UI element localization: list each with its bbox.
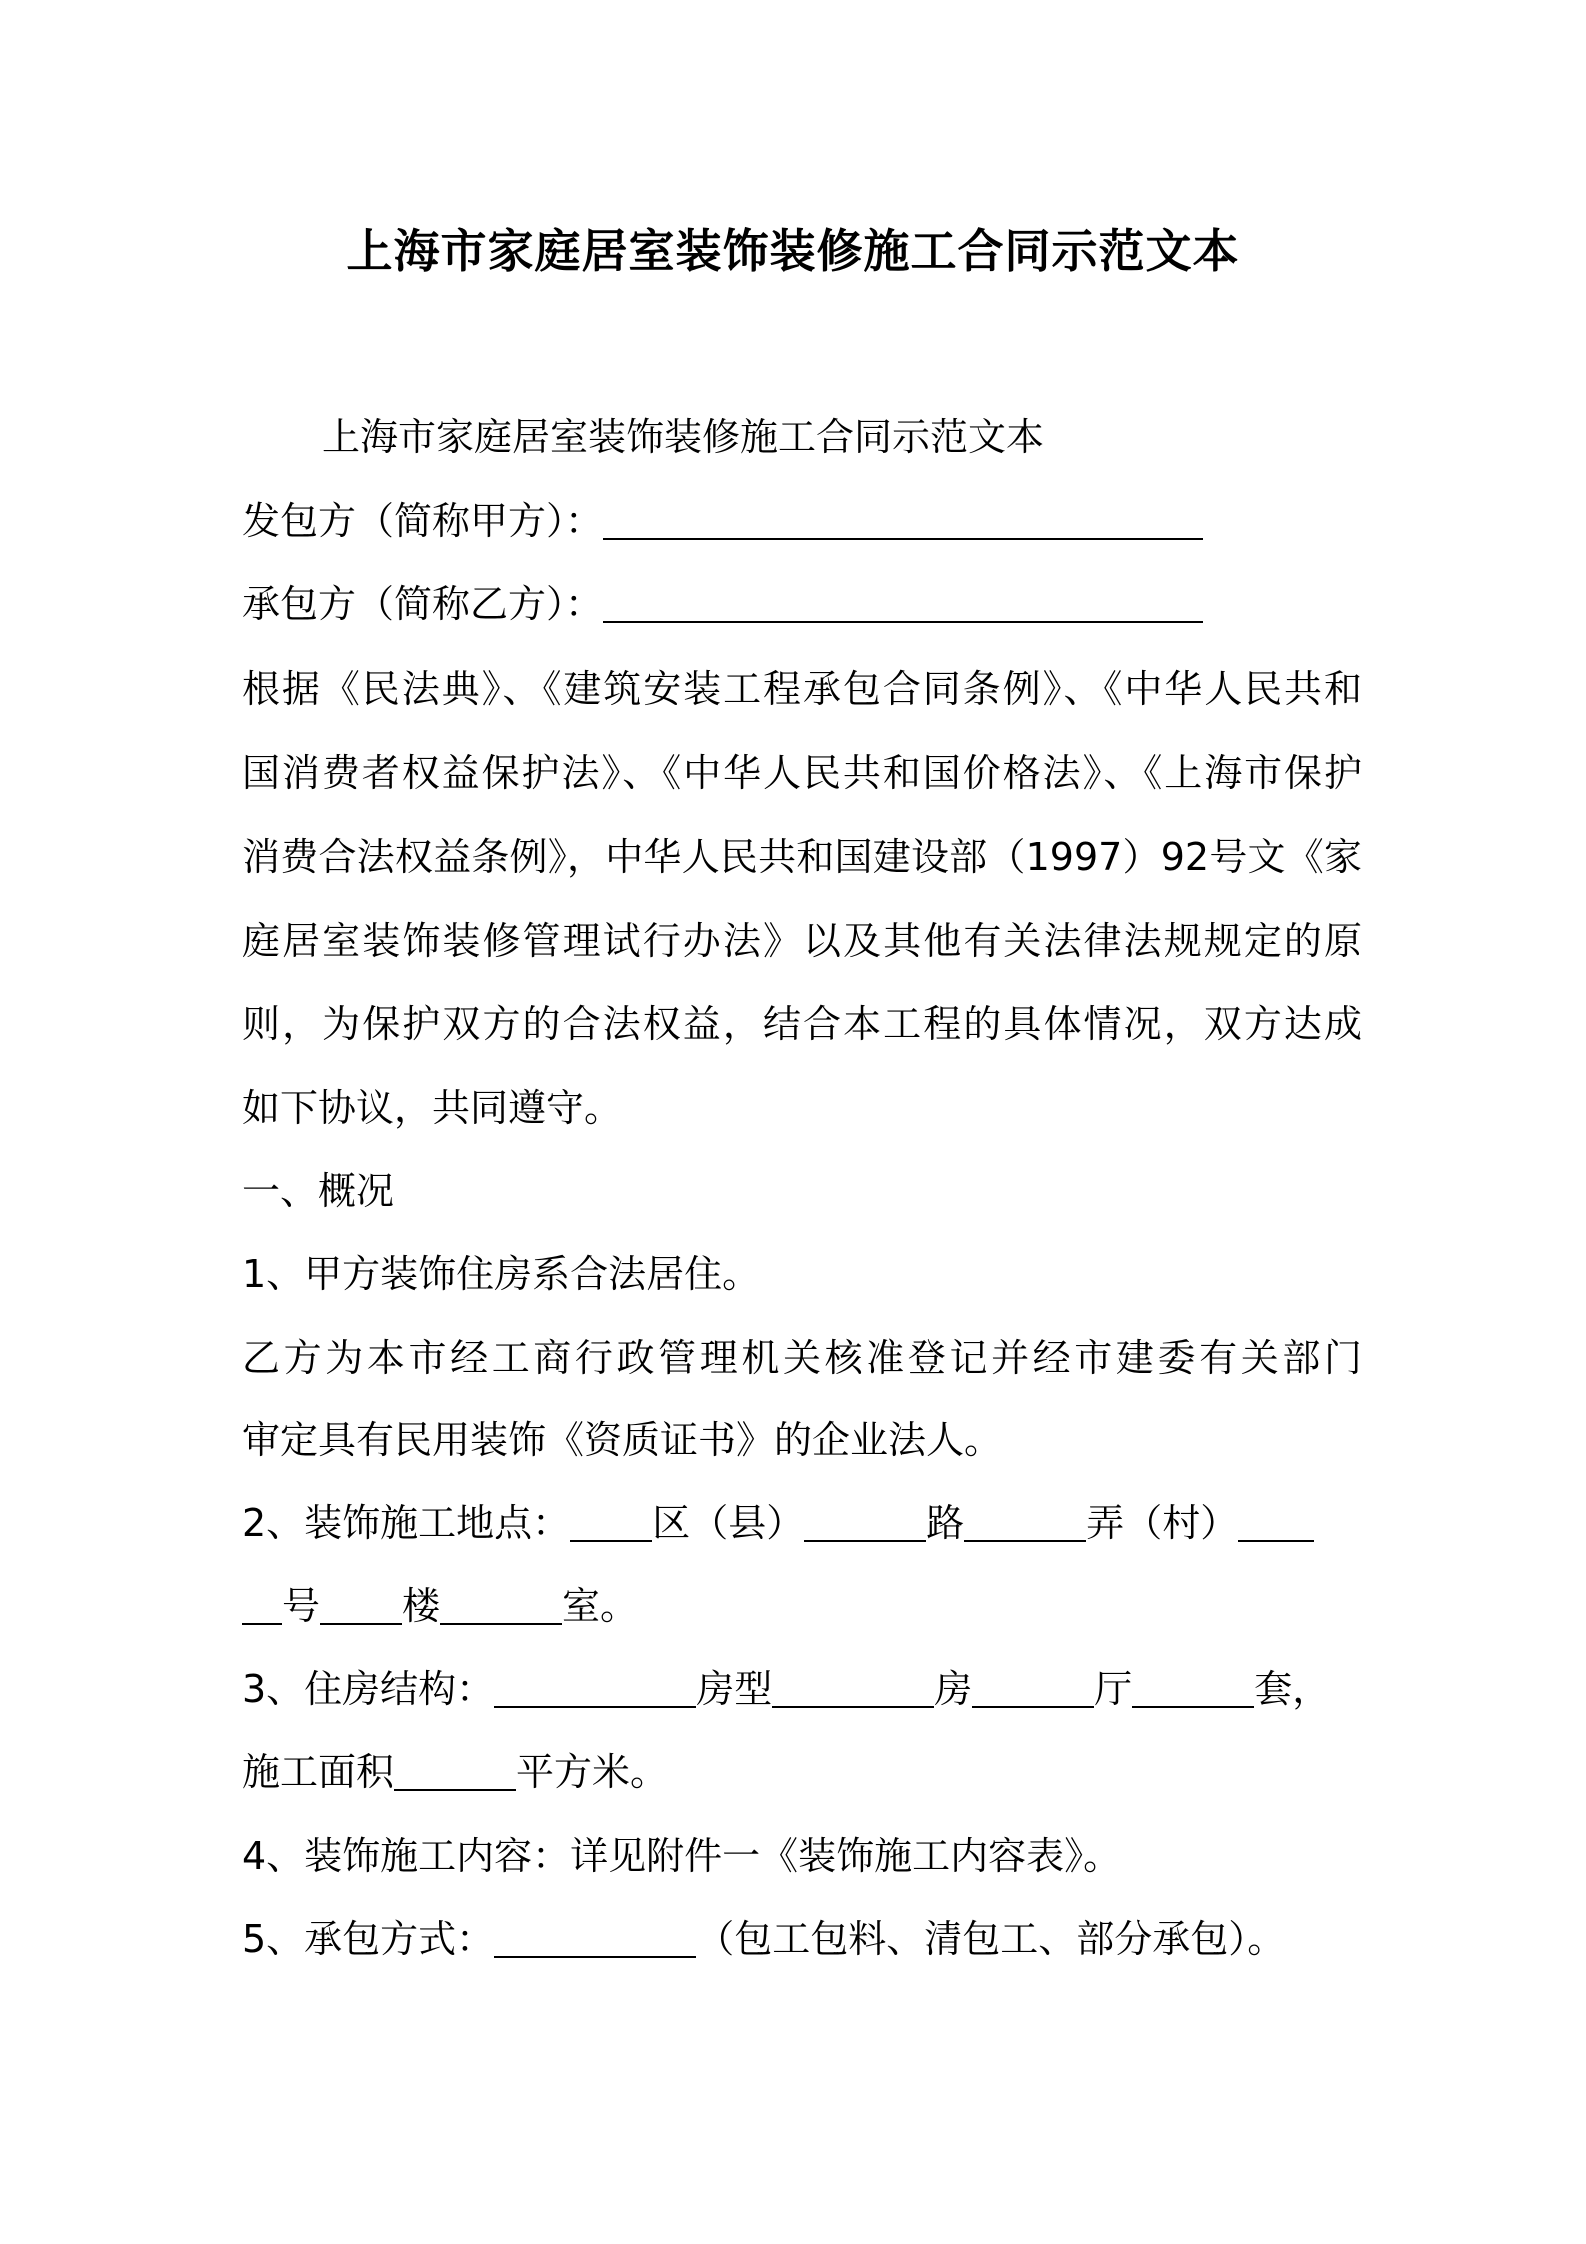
halls-blank[interactable] [1132, 1666, 1254, 1708]
party-a-line [242, 496, 1362, 546]
district-blank[interactable] [570, 1500, 652, 1542]
rooms-blank[interactable] [972, 1666, 1094, 1708]
party-b-blank[interactable] [603, 581, 1203, 623]
preamble-line: 国消费者权益保护法》、《中华人民共和国价格法》、《上海市保护 [242, 751, 1362, 795]
building-label: 楼 [402, 1584, 441, 1628]
number-blank-start[interactable] [1238, 1500, 1314, 1542]
party-b-label: 承包方（简称乙方）： [242, 582, 604, 626]
party-b-description-line: 审定具有民用装饰《资质证书》的企业法人。 [242, 1418, 1003, 1462]
party-a-label: 发包方（简称甲方）： [242, 499, 604, 543]
preamble-line: 如下协议，共同遵守。 [242, 1086, 623, 1130]
rooms-label: 房 [934, 1667, 973, 1711]
preamble-line: 根据《民法典》、《建筑安装工程承包合同条例》、《中华人民共和 [242, 667, 1362, 711]
lane-label: 弄（村） [1086, 1501, 1239, 1545]
number-blank-end[interactable] [242, 1583, 282, 1625]
preamble-line: 消费合法权益条例》，中华人民共和国建设部（1997）92号文《家 [242, 835, 1362, 879]
item-4: 4、装饰施工内容：详见附件一《装饰施工内容表》。 [242, 1834, 1122, 1878]
item-2-line-1 [242, 1498, 1362, 1548]
district-label: 区（县） [652, 1501, 805, 1545]
road-blank[interactable] [804, 1500, 926, 1542]
item-2-prefix: 2、装饰施工地点： [242, 1501, 571, 1545]
structure-blank[interactable] [494, 1666, 696, 1708]
room-blank[interactable] [440, 1583, 562, 1625]
item-2-line-2 [242, 1581, 1362, 1631]
preamble-line: 庭居室装饰装修管理试行办法》以及其他有关法律法规规定的原 [242, 919, 1362, 963]
party-a-blank[interactable] [603, 498, 1203, 540]
section-heading: 一、概况 [242, 1169, 395, 1213]
item-5-prefix: 5、承包方式： [242, 1917, 495, 1961]
item-1: 1、甲方装饰住房系合法居住。 [242, 1252, 761, 1296]
party-b-description-line: 乙方为本市经工商行政管理机关核准登记并经市建委有关部门 [242, 1336, 1362, 1380]
item-5-line [242, 1914, 1362, 1964]
item-3-prefix: 3、住房结构： [242, 1667, 495, 1711]
area-prefix: 施工面积 [242, 1750, 395, 1794]
room-label: 室。 [562, 1584, 639, 1628]
item-3-line-1 [242, 1664, 1362, 1714]
building-blank[interactable] [320, 1583, 402, 1625]
contract-mode-blank[interactable] [494, 1916, 696, 1958]
lane-blank[interactable] [964, 1500, 1086, 1542]
type-blank[interactable] [772, 1666, 934, 1708]
halls-label: 厅 [1094, 1667, 1133, 1711]
number-label: 号 [282, 1584, 321, 1628]
item-3-line-2 [242, 1747, 1362, 1797]
type-label: 房型 [696, 1667, 773, 1711]
preamble-line: 则，为保护双方的合法权益，结合本工程的具体情况，双方达成 [242, 1002, 1362, 1046]
subtitle: 上海市家庭居室装饰装修施工合同示范文本 [322, 415, 1045, 459]
item-5-suffix: （包工包料、清包工、部分承包）。 [696, 1917, 1286, 1961]
area-blank[interactable] [394, 1749, 516, 1791]
sets-label: 套， [1254, 1667, 1331, 1711]
road-label: 路 [926, 1501, 965, 1545]
document-title: 上海市家庭居室装饰装修施工合同示范文本 [346, 224, 1240, 278]
party-b-line [242, 579, 1362, 629]
area-suffix: 平方米。 [516, 1750, 669, 1794]
